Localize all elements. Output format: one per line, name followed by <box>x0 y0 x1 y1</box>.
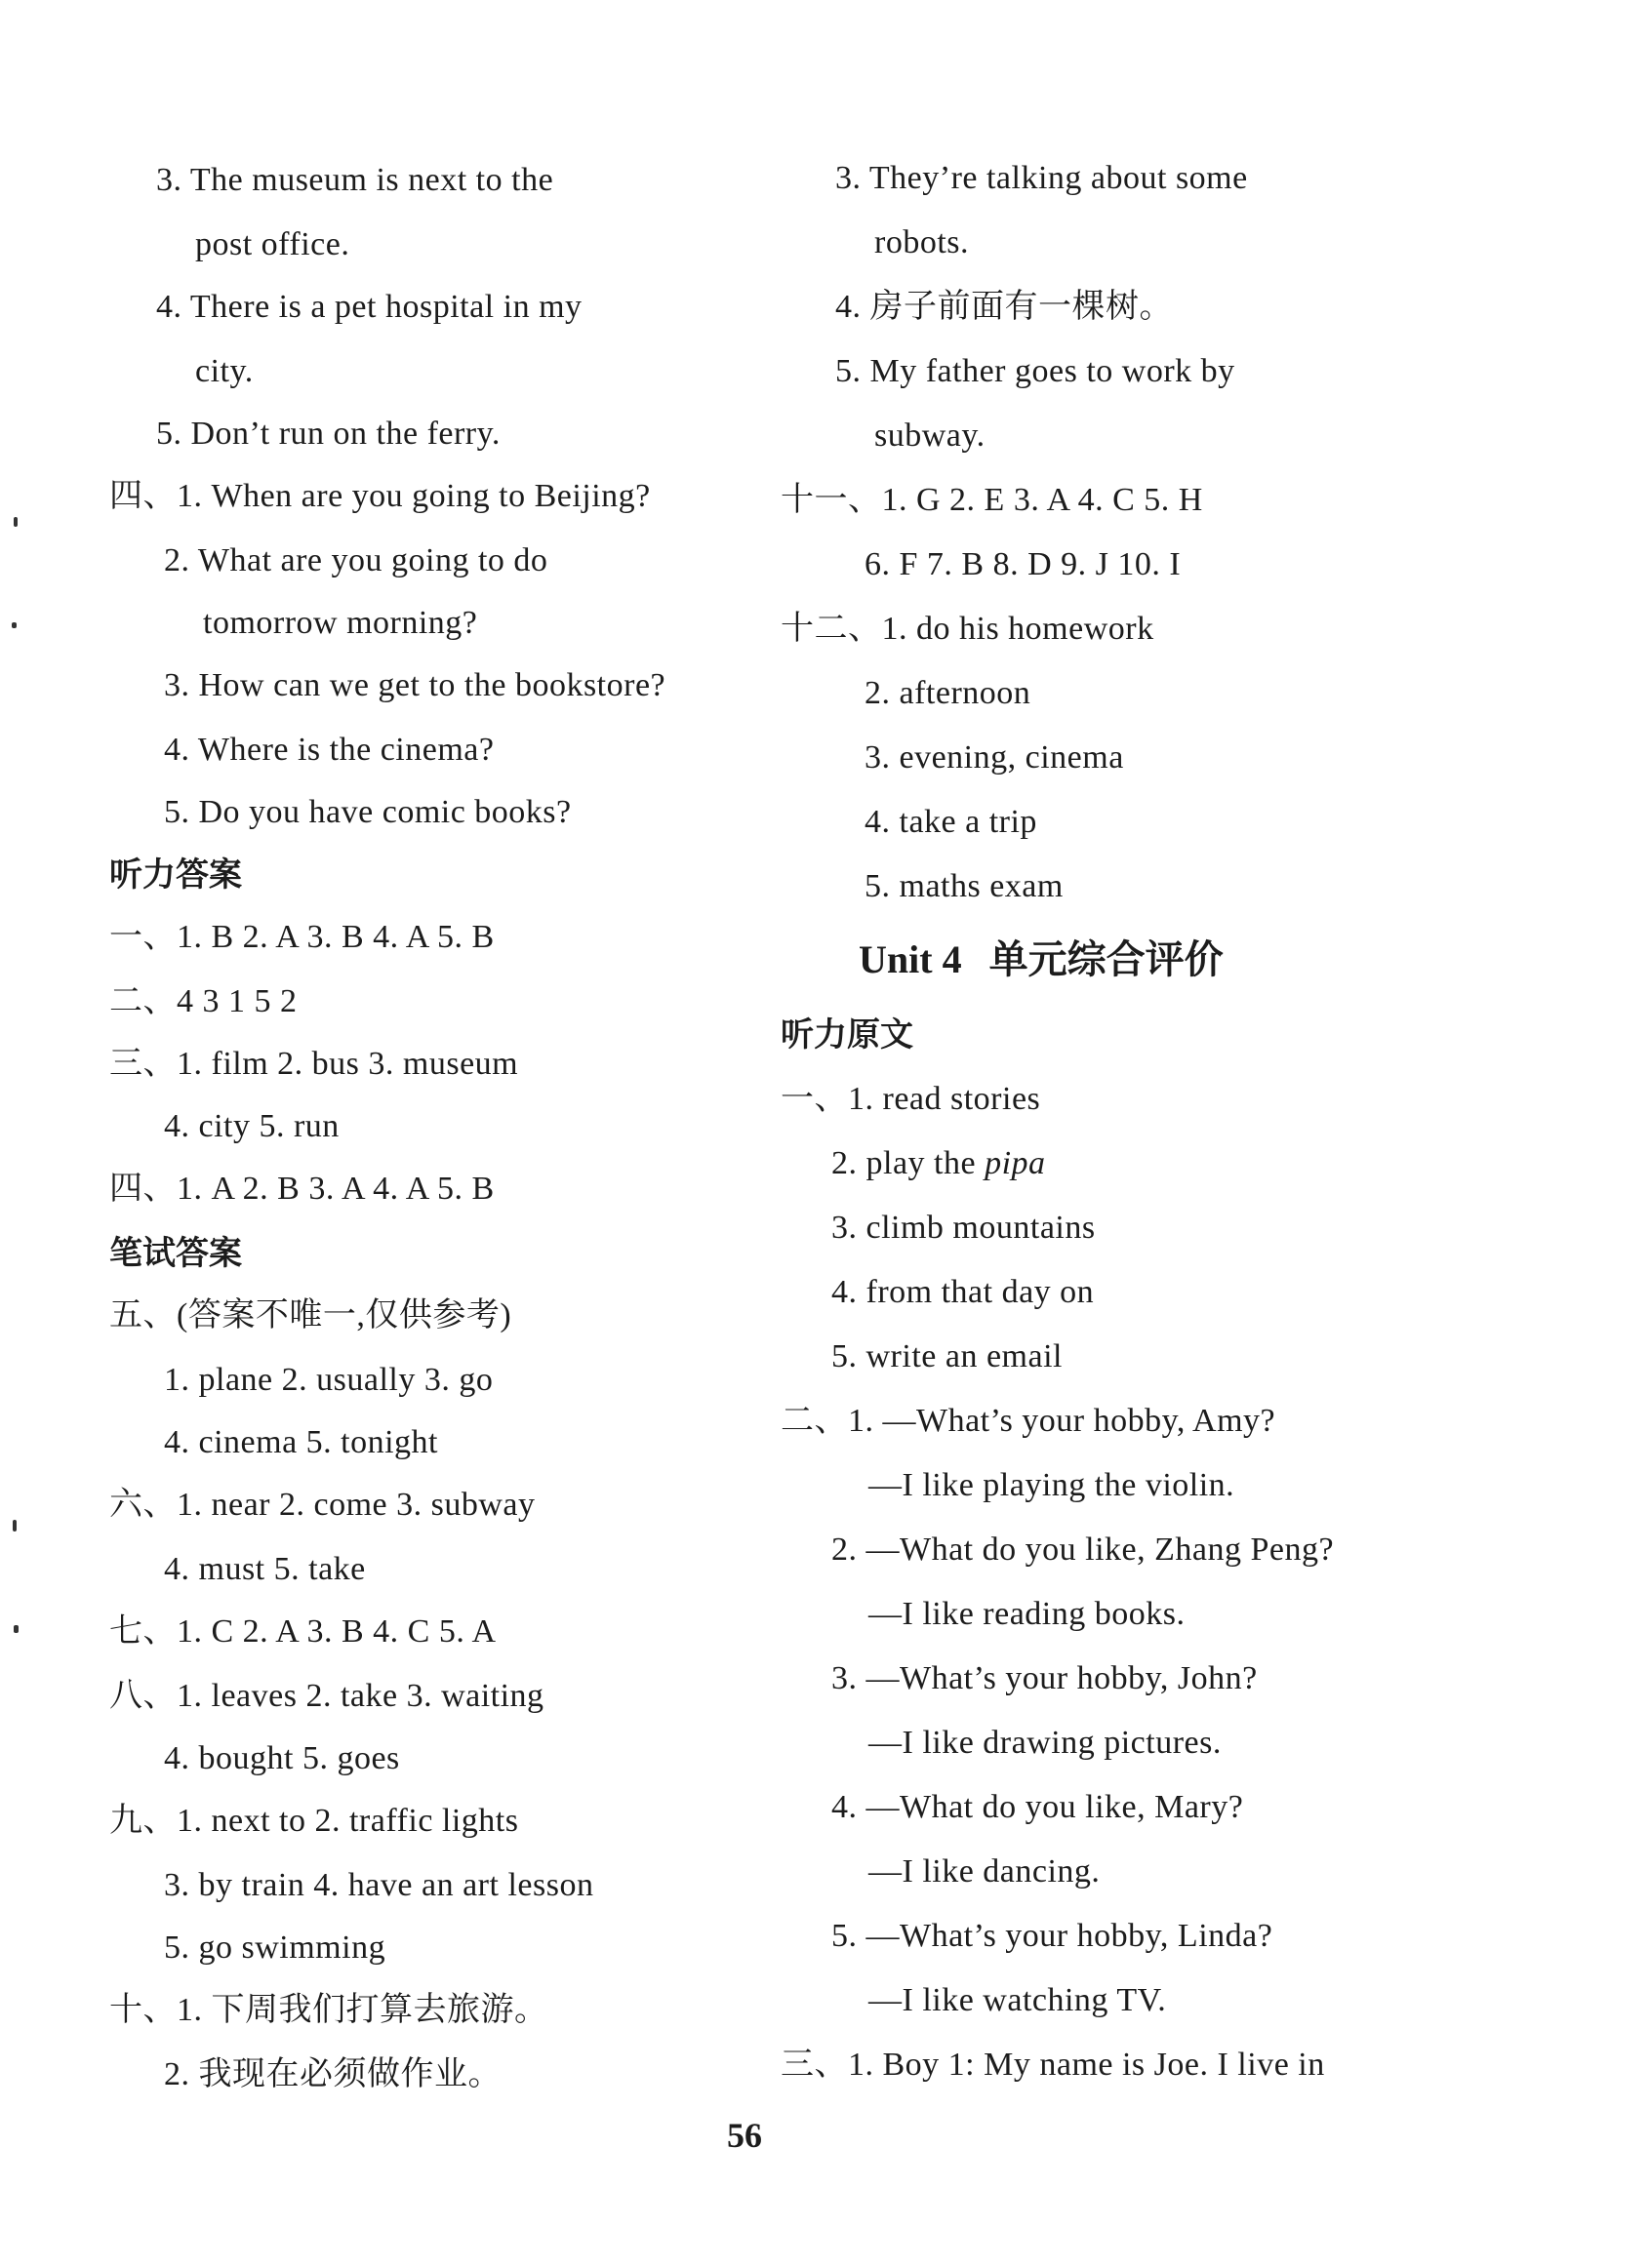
dialogue-line: 5. —What’s your hobby, Linda? <box>831 1918 1273 1954</box>
section-line: 三、1. film 2. bus 3. museum <box>109 1046 519 1082</box>
section-line: 一、1. B 2. A 3. B 4. A 5. B <box>109 919 495 955</box>
section-line: 七、1. C 2. A 3. B 4. C 5. A <box>109 1613 497 1650</box>
pipa-word: pipa <box>985 1145 1046 1181</box>
answer-line: 4. cinema 5. tonight <box>164 1424 439 1460</box>
scan-mark <box>13 1520 17 1532</box>
answer-line: 3. The museum is next to the <box>156 162 554 198</box>
section-line: 五、(答案不唯一,仅供参考) <box>109 1297 512 1333</box>
answer-line: city. <box>195 353 254 389</box>
answer-line: 4. 房子前面有一棵树。 <box>835 289 1173 325</box>
section-line: 四、1. A 2. B 3. A 4. A 5. B <box>109 1171 495 1207</box>
dialogue-line: 4. —What do you like, Mary? <box>831 1789 1244 1825</box>
dialogue-line: 3. —What’s your hobby, John? <box>831 1660 1258 1696</box>
answer-line: 4. from that day on <box>831 1274 1095 1310</box>
scan-mark <box>14 517 18 527</box>
answer-line: 2. 我现在必须做作业。 <box>164 2056 502 2092</box>
answer-line: 5. My father goes to work by <box>835 353 1235 389</box>
answer-line: 5. Don’t run on the ferry. <box>156 416 501 452</box>
answer-line: 6. F 7. B 8. D 9. J 10. I <box>865 546 1182 582</box>
unit-title <box>859 935 1224 985</box>
answer-line: 3. evening, cinema <box>865 739 1124 776</box>
section-heading-listening-answers: 听力答案 <box>109 855 242 895</box>
answer-line: 2. afternoon <box>865 675 1031 711</box>
answer-line: 4. city 5. run <box>164 1108 340 1144</box>
dialogue-line: —I like reading books. <box>868 1596 1186 1632</box>
section-heading-written-answers: 笔试答案 <box>109 1234 242 1273</box>
dialogue-line: —I like drawing pictures. <box>868 1725 1222 1761</box>
section-line: 二、4 3 1 5 2 <box>109 983 298 1019</box>
section-line: 一、1. read stories <box>781 1081 1041 1117</box>
section-line: 九、1. next to 2. traffic lights <box>109 1803 519 1839</box>
answer-line: 5. maths exam <box>865 868 1064 904</box>
scan-mark <box>12 622 17 628</box>
answer-line: 4. must 5. take <box>164 1551 366 1587</box>
scan-mark <box>14 1625 19 1633</box>
answer-line: 4. take a trip <box>865 804 1037 840</box>
answer-line: 3. climb mountains <box>831 1210 1096 1246</box>
answer-line: robots. <box>874 224 969 260</box>
unit-title-zh: 单元综合评价 <box>988 937 1224 982</box>
answer-line: subway. <box>874 418 986 454</box>
unit-title-en: Unit 4 <box>859 937 962 981</box>
section-line: 八、1. leaves 2. take 3. waiting <box>109 1678 544 1714</box>
answer-line: 5. write an email <box>831 1338 1063 1374</box>
section-line: 十、1. 下周我们打算去旅游。 <box>109 1992 548 2028</box>
dialogue-line: —I like playing the violin. <box>868 1467 1235 1503</box>
answer-line: 5. go swimming <box>164 1930 386 1966</box>
answer-line: 2. What are you going to do <box>164 542 548 578</box>
answer-line <box>831 1141 1046 1186</box>
answer-line: 3. How can we get to the bookstore? <box>164 667 666 703</box>
answer-line: 3. They’re talking about some <box>835 160 1248 196</box>
dialogue-line: —I like dancing. <box>868 1853 1101 1890</box>
section-line: 三、1. Boy 1: My name is Joe. I live in <box>781 2047 1325 2083</box>
section-heading-listening-script: 听力原文 <box>781 1015 913 1054</box>
section-line: 二、1. —What’s your hobby, Amy? <box>781 1403 1276 1439</box>
dialogue-line: 2. —What do you like, Zhang Peng? <box>831 1532 1335 1568</box>
page-number: 56 <box>727 2116 762 2155</box>
answer-line: post office. <box>195 226 350 262</box>
answer-line: tomorrow morning? <box>203 605 478 641</box>
answer-line: 5. Do you have comic books? <box>164 794 572 830</box>
answer-line: 4. There is a pet hospital in my <box>156 289 583 325</box>
section-line: 六、1. near 2. come 3. subway <box>109 1487 536 1523</box>
section-line: 十一、1. G 2. E 3. A 4. C 5. H <box>781 482 1203 518</box>
answer-line: 4. bought 5. goes <box>164 1740 400 1776</box>
phrase-text: 2. play the <box>831 1145 977 1181</box>
dialogue-line: —I like watching TV. <box>868 1982 1167 2018</box>
answer-line: 3. by train 4. have an art lesson <box>164 1867 594 1903</box>
answer-line: 4. Where is the cinema? <box>164 732 495 768</box>
answer-line: 1. plane 2. usually 3. go <box>164 1362 494 1398</box>
section-line: 四、1. When are you going to Beijing? <box>109 478 651 514</box>
section-line: 十二、1. do his homework <box>781 611 1154 647</box>
